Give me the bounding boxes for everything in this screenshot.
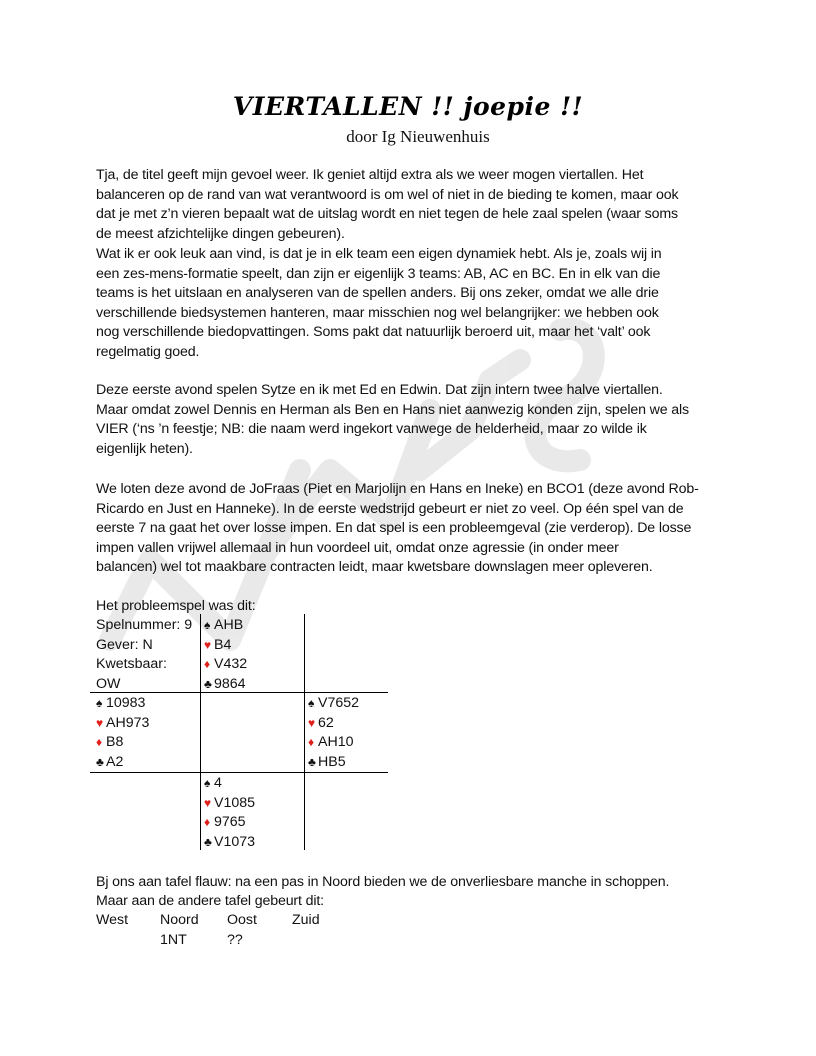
board-number: Spelnummer: 9 xyxy=(96,617,193,633)
text-line: dat je met z’n vieren bepaalt wat de uitslag wordt en niet tegen de hele zaal spelen (waar soms xyxy=(96,206,678,223)
text-line: balancen) wel tot maakbare contracten leidt, maar kwetsbare downslagen meer opleveren. xyxy=(96,559,653,576)
diamond-icon: ♦ xyxy=(204,815,211,830)
deal-info xyxy=(96,616,192,694)
club-icon: ♣ xyxy=(96,754,104,769)
hand-west xyxy=(96,694,149,772)
south-clubs: V1073 xyxy=(214,833,256,850)
hand-north xyxy=(204,616,247,694)
text-line: Bj ons aan tafel flauw: na een pas in Noord bieden we de onverliesbare manche in schoppen. xyxy=(96,874,670,890)
vulnerability-label: Kwetsbaar: xyxy=(96,656,167,673)
text-line: Het probleemspel was dit: xyxy=(96,598,256,614)
text-line: verschillende biedsystemen hanteren, maar misschien nog wel belangrijker: we hebben ook xyxy=(96,304,659,321)
text-line: We loten deze avond de JoFraas (Piet en Marjolijn en Hans en Ineke) en BCO1 (deze avond Rob- xyxy=(96,481,699,497)
text-line: eerste 7 na gaat het over losse impen. En dat spel is een probleemgeval (zie verderop). De losse xyxy=(96,520,692,537)
text-line: regelmatig goed. xyxy=(96,343,200,360)
diamond-icon: ♦ xyxy=(204,657,211,672)
west-diamonds: B8 xyxy=(106,734,124,751)
spade-icon: ♠ xyxy=(96,696,103,710)
east-hearts: 62 xyxy=(318,714,334,731)
north-clubs: 9864 xyxy=(214,675,246,692)
west-hearts: AH973 xyxy=(106,714,150,731)
bidding-table xyxy=(96,911,396,950)
text-line: Maar aan de andere tafel gebeurt dit: xyxy=(96,893,324,909)
diamond-icon: ♦ xyxy=(96,735,103,750)
club-icon: ♣ xyxy=(308,754,316,769)
text-line: teams is het uitslaan en analyseren van de spellen anders. Bij ons zeker, omdat we alle drie xyxy=(96,285,659,302)
east-diamonds: AH10 xyxy=(318,734,354,751)
hand-east xyxy=(308,694,359,772)
hand-south xyxy=(204,774,255,852)
heart-icon: ♥ xyxy=(308,715,316,730)
heart-icon: ♥ xyxy=(96,715,104,730)
text-line: Deze eerste avond spelen Sytze en ik met Ed en Edwin. Dat zijn intern twee halve viertallen. xyxy=(96,382,663,398)
text-line: Maar omdat zowel Dennis en Herman als Ben en Hans niet aanwezig konden zijn, spelen we als xyxy=(96,401,689,418)
diamond-icon: ♦ xyxy=(308,735,315,750)
heart-icon: ♥ xyxy=(204,637,212,652)
bidding-row xyxy=(96,931,396,951)
heart-icon: ♥ xyxy=(204,795,212,810)
south-spades: 4 xyxy=(214,775,222,791)
bid-north: 1NT xyxy=(160,931,187,948)
west-spades: 10983 xyxy=(106,695,146,711)
text-line: een zes-mens-formatie speelt, dan zijn er eigenlijk 3 teams: AB, AC en BC. En in elk van die xyxy=(96,265,661,282)
text-line: Tja, de titel geeft mijn gevoel weer. Ik geniet altijd extra als we weer mogen viertallen. Het xyxy=(96,167,644,183)
spade-icon: ♠ xyxy=(204,618,211,632)
paragraph-after-deal-2 xyxy=(96,892,726,912)
east-clubs: HB5 xyxy=(318,753,346,770)
text-line: impen vallen vrijwel allemaal in hun voordeel uit, omdat onze agressie (in onder meer xyxy=(96,539,619,556)
bidding-header-west: West xyxy=(96,912,129,928)
dealer: Gever: N xyxy=(96,636,153,653)
south-hearts: V1085 xyxy=(214,794,256,811)
text-line: nog verschillende biedopvattingen. Soms pakt dat natuurlijk beroerd uit, maar het ‘valt’ ook xyxy=(96,324,651,341)
text-line: VIER (‘ns ’n feestje; NB: die naam werd ingekort vanwege de helderheid, maar zo wilde ik xyxy=(96,421,647,438)
spade-icon: ♠ xyxy=(204,776,211,790)
north-diamonds: V432 xyxy=(214,656,248,673)
page-title: VIERTALLEN !! joepie !! xyxy=(232,92,584,121)
bid-east: ?? xyxy=(227,931,243,948)
south-diamonds: 9765 xyxy=(214,814,246,831)
bidding-header-south: Zuid xyxy=(292,912,320,928)
text-line: Ricardo en Just en Hanneke). In de eerste wedstrijd gebeurt er niet zo veel. Op één spel van de xyxy=(96,500,684,517)
west-clubs: A2 xyxy=(106,753,124,770)
text-line: eigenlijk heten). xyxy=(96,440,193,457)
paragraph-after-deal-1 xyxy=(96,873,726,893)
text-line: Wat ik er ook leuk aan vind, is dat je in elk team een eigen dynamiek hebt. Als je, zoals wij in xyxy=(96,246,662,262)
author-byline: door Ig Nieuwenhuis xyxy=(346,127,490,146)
grid-line xyxy=(200,614,201,850)
club-icon: ♣ xyxy=(204,834,212,849)
vulnerability-value: OW xyxy=(96,675,121,692)
club-icon: ♣ xyxy=(204,676,212,691)
grid-line xyxy=(304,614,305,850)
bidding-header-east: Oost xyxy=(227,912,257,928)
bidding-header-row xyxy=(96,911,396,931)
north-hearts: B4 xyxy=(214,636,232,653)
north-spades: AHB xyxy=(214,617,244,633)
bidding-header-north: Noord xyxy=(160,912,199,928)
spade-icon: ♠ xyxy=(308,696,315,710)
text-line: balanceren op de rand van wat verantwoord is om wel of niet in de bieding te komen, maar ook xyxy=(96,186,679,203)
text-line: de meest afzichtelijke dingen gebeuren). xyxy=(96,225,345,242)
east-spades: V7652 xyxy=(318,695,360,711)
